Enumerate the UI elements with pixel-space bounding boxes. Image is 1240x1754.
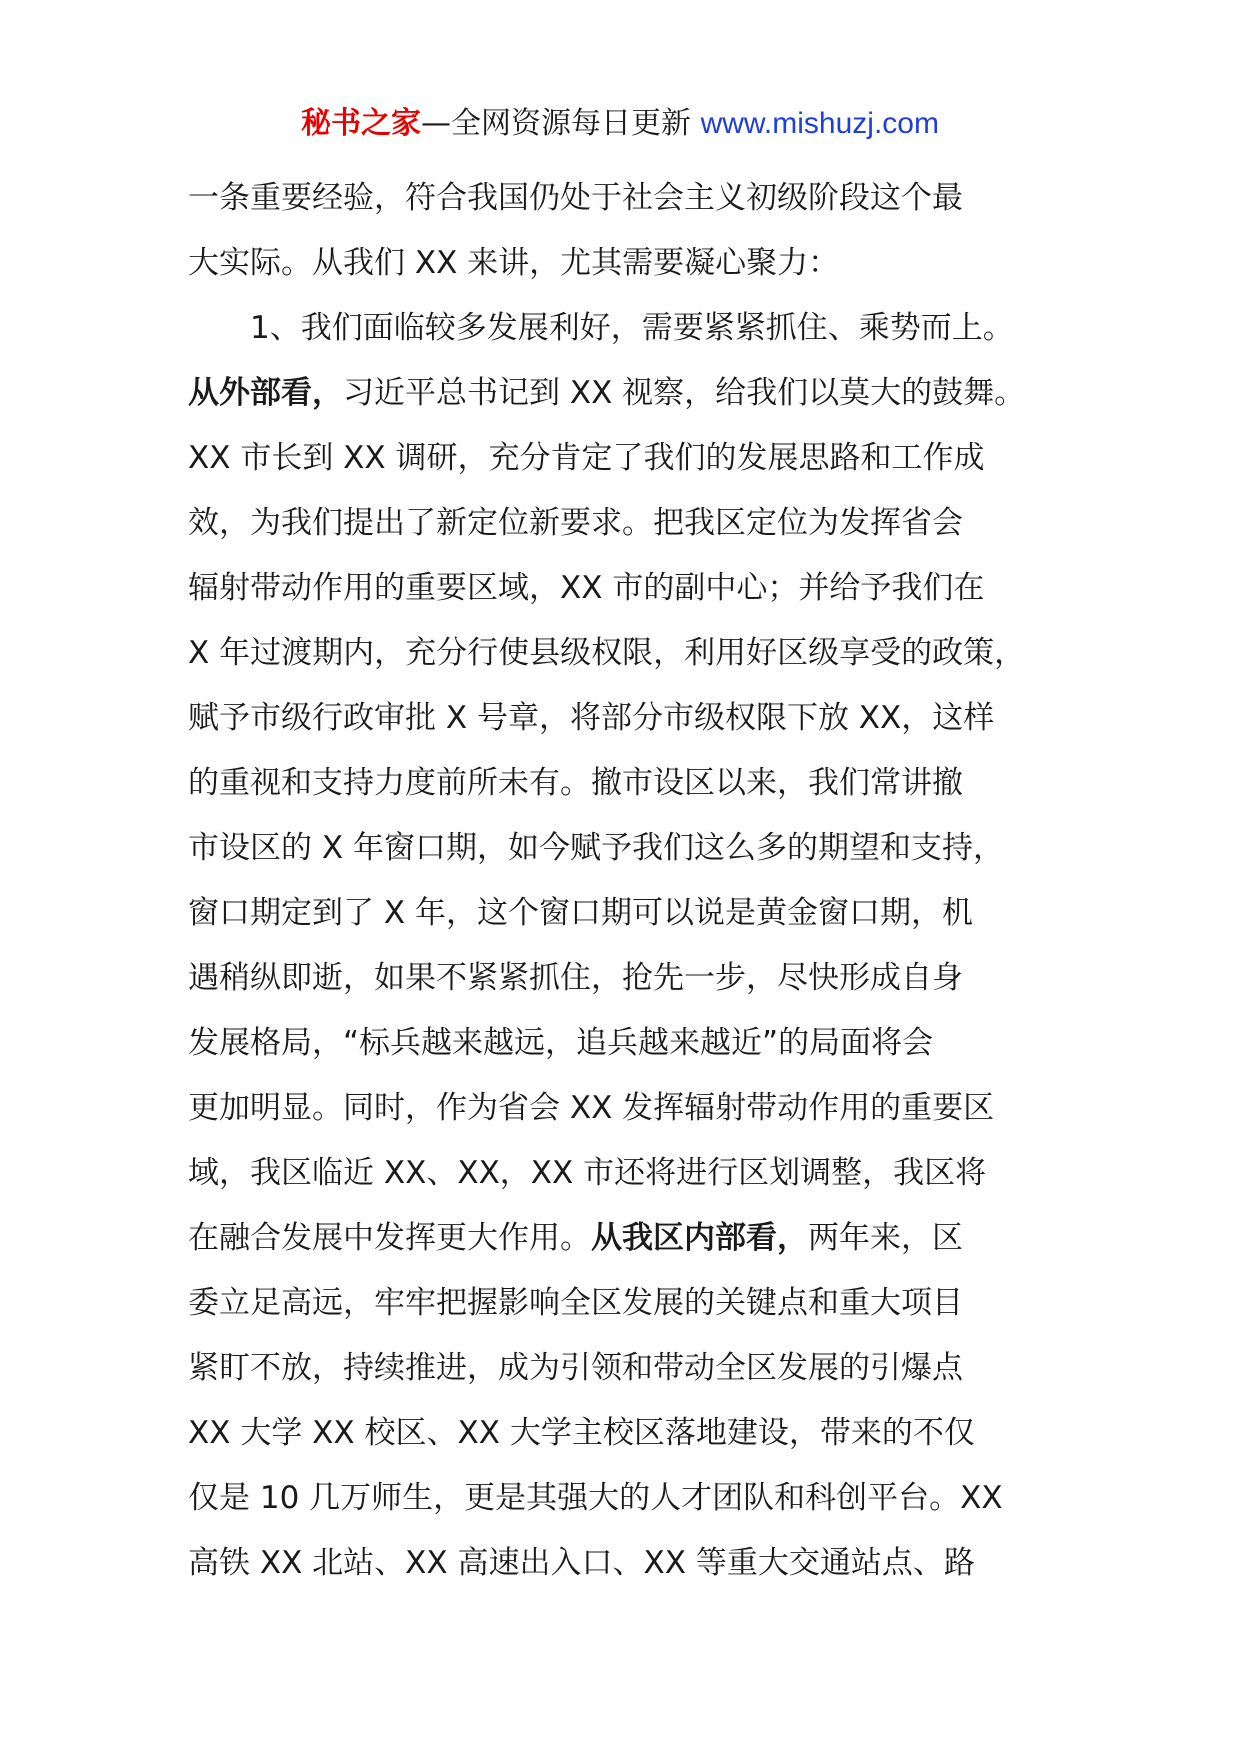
text-line: 窗口期定到了 X 年，这个窗口期可以说是黄金窗口期，机 xyxy=(188,895,973,931)
text-fragment: 在融合发展中发挥更大作用。 xyxy=(188,1220,591,1256)
page-header xyxy=(0,104,1240,144)
text-line: 遇稍纵即逝，如果不紧紧抓住，抢先一步，尽快形成自身 xyxy=(188,960,963,996)
text-line: X 年过渡期内，充分行使县级权限，利用好区级享受的政策， xyxy=(188,635,1026,671)
text-line: 发展格局，“标兵越来越远，追兵越来越近”的局面将会 xyxy=(188,1025,934,1061)
text-line: XX 市长到 XX 调研，充分肯定了我们的发展思路和工作成 xyxy=(188,440,985,476)
text-line: 效，为我们提出了新定位新要求。把我区定位为发挥省会 xyxy=(188,505,963,541)
text-line: 1、我们面临较多发展利好，需要紧紧抓住、乘势而上。 xyxy=(250,310,1014,346)
text-line: 大实际。从我们 XX 来讲，尤其需要凝心聚力： xyxy=(188,245,840,281)
bold-lead-external: 从外部看， xyxy=(188,375,343,411)
header-tagline: —全网资源每日更新 xyxy=(421,106,701,141)
text-line xyxy=(188,361,1088,426)
text-line: 更加明显。同时，作为省会 XX 发挥辐射带动作用的重要区 xyxy=(188,1090,995,1126)
text-line: 赋予市级行政审批 X 号章，将部分市级权限下放 XX，这样 xyxy=(188,700,995,736)
text-line: XX 大学 XX 校区、XX 大学主校区落地建设，带来的不仅 xyxy=(188,1415,975,1451)
text-line xyxy=(188,1206,1088,1271)
site-url-link[interactable]: www.mishuzj.com xyxy=(700,107,939,140)
text-line: 仅是 10 几万师生，更是其强大的人才团队和科创平台。XX xyxy=(188,1480,1003,1516)
text-fragment: 两年来，区 xyxy=(808,1220,963,1256)
text-line: 辐射带动作用的重要区域，XX 市的副中心；并给予我们在 xyxy=(188,570,985,606)
bold-lead-internal: 从我区内部看， xyxy=(591,1220,808,1256)
text-line: 高铁 XX 北站、XX 高速出入口、XX 等重大交通站点、路 xyxy=(188,1545,975,1581)
text-line: 紧盯不放，持续推进，成为引领和带动全区发展的引爆点 xyxy=(188,1350,963,1386)
text-line: 委立足高远，牢牢把握影响全区发展的关键点和重大项目 xyxy=(188,1285,963,1321)
text-fragment: 习近平总书记到 XX 视察，给我们以莫大的鼓舞。 xyxy=(343,375,1026,411)
brand-name: 秘书之家 xyxy=(301,106,422,141)
document-body xyxy=(188,166,1088,1596)
text-line: 市设区的 X 年窗口期，如今赋予我们这么多的期望和支持， xyxy=(188,830,1004,866)
text-line: 域，我区临近 XX、XX，XX 市还将进行区划调整，我区将 xyxy=(188,1155,987,1191)
text-line: 的重视和支持力度前所未有。撤市设区以来，我们常讲撤 xyxy=(188,765,963,801)
text-line: 一条重要经验，符合我国仍处于社会主义初级阶段这个最 xyxy=(188,180,963,216)
